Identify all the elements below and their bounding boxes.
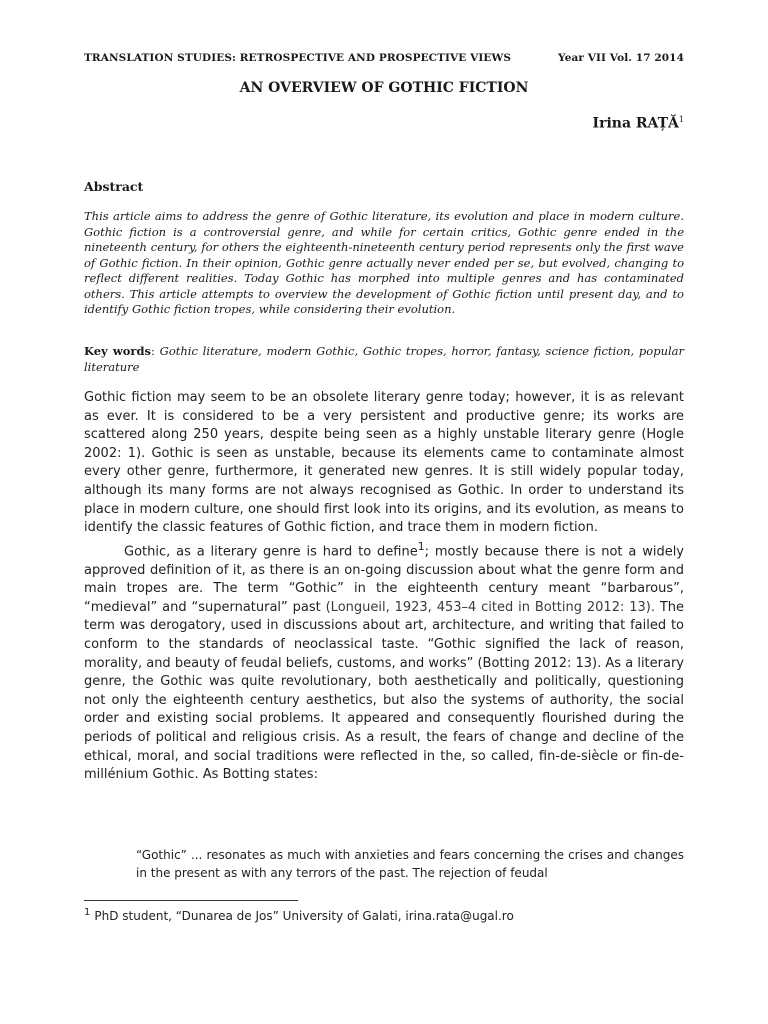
keywords-label: Key words: [84, 344, 151, 358]
author-name: [593, 115, 684, 132]
paragraph-text: ; mostly because there is not a widely approved definition of it, as there is an on-going discussion about what the genre form and main tropes are. The term “Gothic” in the eighteenth century meant “barbarous”, “medieval” and “supernatural” past: [84, 544, 685, 615]
abstract-heading: Abstract: [84, 179, 144, 194]
author-footnote-mark: 1: [678, 115, 684, 124]
block-quote: “Gothic” ... resonates as much with anxieties and fears concerning the crises and changes in the present as with any terrors of the past. The rejection of feudal: [136, 848, 684, 880]
keywords-line: [84, 343, 684, 375]
citation: (Longueil, 1923, 453–4 cited in Botting 2012: 13).: [325, 599, 655, 615]
body-paragraph: [84, 538, 684, 785]
footnote: [84, 907, 684, 923]
journal-title: TRANSLATION STUDIES: RETROSPECTIVE AND PROSPECTIVE VIEWS: [84, 52, 512, 64]
author-name-text: Irina RAȚĂ: [592, 115, 679, 132]
footnote-divider: [84, 900, 298, 901]
paragraph-text: The term was derogatory, used in discussions about art, architecture, and writing that failed to conform to the standards of neoclassical taste. “Gothic signified the lack of reason, morality, and beauty of feudal beliefs, customs, and works” (Botting 2012: 13). As a literary genre, the Gothic was quite revolutionary, both aesthetically and politically, questioning not only the eighteenth century aesthetics, but also the systems of authority, the social order and existing social problems. It appeared and consequently flourished during the periods of political and religious crisis. As a result, the fears of change and decline of the ethical, moral, and social traditions were reflected in the, so called, fin-de-siècle or fin-de-millénium Gothic. As Botting states:: [84, 599, 685, 783]
issue-info: Year VII Vol. 17 2014: [558, 52, 684, 64]
footnote-mark: 1: [84, 907, 91, 918]
footnote-reference: 1: [417, 539, 425, 553]
keywords-separator: :: [151, 344, 160, 358]
abstract-text: This article aims to address the genre of Gothic literature, its evolution and place in modern culture. Gothic fiction is a controversial genre, and while for certain critics, Gothic genre ended in the nineteenth century, for others the eighteenth-nineteenth century period represents only the first wave of Gothic fiction. In their opinion, Gothic genre actually never ended per se, but evolved, changing to reflect different realities. Today Gothic has morphed into multiple genres and has contaminated others. This article attempts to overview the development of Gothic fiction until present day, and to identify Gothic fiction tropes, while considering their evolution.: [84, 209, 684, 316]
keywords-list: Gothic literature, modern Gothic, Gothic tropes, horror, fantasy, science fiction, popular literature: [84, 344, 685, 374]
body-text: [84, 389, 684, 785]
footnote-text: PhD student, “Dunarea de Jos” University of Galati, irina.rata@ugal.ro: [94, 909, 514, 923]
document-page: [84, 0, 684, 1024]
paragraph-text: Gothic, as a literary genre is hard to define: [124, 544, 418, 560]
article-title: AN OVERVIEW OF GOTHIC FICTION: [239, 80, 529, 96]
body-paragraph: Gothic fiction may seem to be an obsolete literary genre today; however, it is as relevant as ever. It is considered to be a very persistent and productive genre; its works are scattered along 250 years, despite being seen as a highly unstable literary genre (Hogle 2002: 1). Gothic is seen as unstable, because its elements came to contaminate almost every other genre, furthermore, it generated new genres. It is still widely popular today, although its many forms are not always recognised as Gothic. In order to understand its place in modern culture, one should first look into its origins, and its evolution, as means to identify the classic features of Gothic fiction, and trace them in modern fiction.: [84, 390, 684, 536]
running-header: [84, 52, 684, 64]
